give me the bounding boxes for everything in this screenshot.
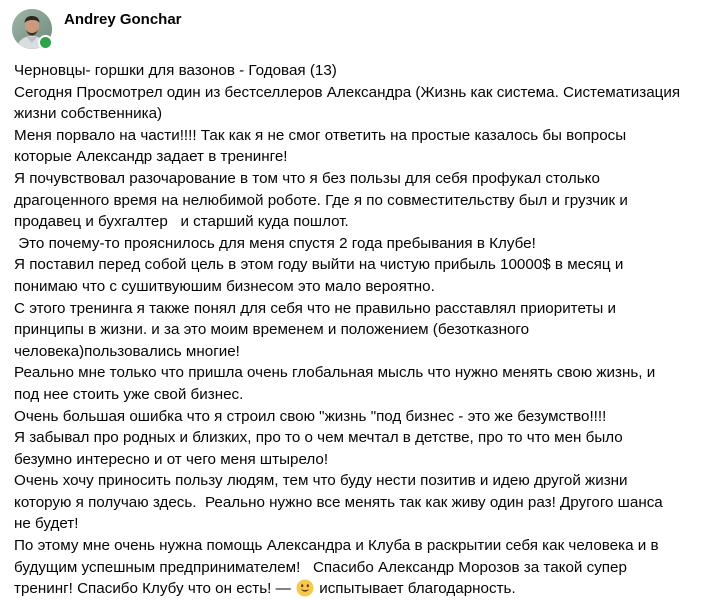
- post-text-line: Черновцы- горшки для вазонов - Годовая (13): [14, 62, 337, 79]
- post-body-text: [14, 60, 699, 600]
- post-text-line: Реально мне только что пришла очень глобальная мысль что нужно менять свою жизнь, и: [14, 364, 656, 382]
- post-text-line: человека)пользовались многие!: [14, 342, 240, 360]
- author-name-link[interactable]: Andrey Gonchar: [64, 11, 182, 28]
- post-text-line: принципы в жизни. и за это моим временем и положением (безотказного: [14, 321, 530, 339]
- post-text-line: под нее стоить уже свой бизнес.: [14, 385, 244, 403]
- post-text-before-emoji: тренинг! Спасибо Клубу что он есть! —: [14, 580, 295, 598]
- post-header: [12, 9, 182, 53]
- post-text-line: безумно интересно и от чего меня штырело!: [14, 450, 329, 468]
- post-text-line: не будет!: [14, 515, 79, 533]
- post-text-line: Я поставил перед собой цель в этом году выйти на чистую прибыль 10000$ в месяц и: [14, 256, 624, 274]
- feeling-status-text: испытывает благодарность.: [315, 580, 516, 598]
- post-text-line: С этого тренинга я также понял для себя что не правильно расставлял приоритеты и: [14, 299, 616, 317]
- post-text-line-last: [14, 578, 699, 600]
- smiling-face-emoji-icon: [296, 579, 314, 597]
- post-text-line: драгоценного время на нелюбимой роботе. Где я по совместительству был и грузчик и: [14, 191, 628, 209]
- online-status-dot: [38, 35, 53, 50]
- post-text-line: Я почувствовал разочарование в том что я без пользы для себя профукал столько: [14, 169, 600, 187]
- post-text-line: Это почему-то прояснилось для меня спустя 2 года пребывания в Клубе!: [14, 234, 536, 252]
- post-text-line: которую я получаю здесь. Реально нужно все менять так как живу один раз! Другого шанса: [14, 493, 663, 511]
- post-text-line: которые Александр задает в тренинге!: [14, 148, 288, 166]
- post-text-line: Меня порвало на части!!!! Так как я не смог ответить на простые казалось бы вопросы: [14, 126, 627, 144]
- post-text-line: Я забывал про родных и близких, про то о чем мечтал в детстве, про то что мен было: [14, 429, 623, 447]
- avatar-container[interactable]: [12, 9, 52, 49]
- post-text-line: Сегодня Просмотрел один из бестселлеров Александра (Жизнь как система. Систематизация: [14, 83, 681, 101]
- post-text-line: Очень хочу приносить пользу людям, тем что буду нести позитив и идею другой жизни: [14, 472, 628, 490]
- post-text-line: жизни собственника): [14, 105, 163, 123]
- post-text-line: продавец и бухгалтер и старший куда пошлот.: [14, 213, 349, 231]
- post-text-line: Очень большая ошибка что я строил свою "жизнь "под бизнес - это же безумство!!!!: [14, 407, 607, 425]
- post-text-line: будущим успешным предпринимателем! Спасибо Александр Морозов за такой супер: [14, 558, 627, 576]
- post-text-line: понимаю что с сушитвуюшим бизнесом это мало вероятно.: [14, 277, 435, 295]
- post-text-line: По этому мне очень нужна помощь Александра и Клуба в раскрытии себя как человека и в: [14, 537, 659, 555]
